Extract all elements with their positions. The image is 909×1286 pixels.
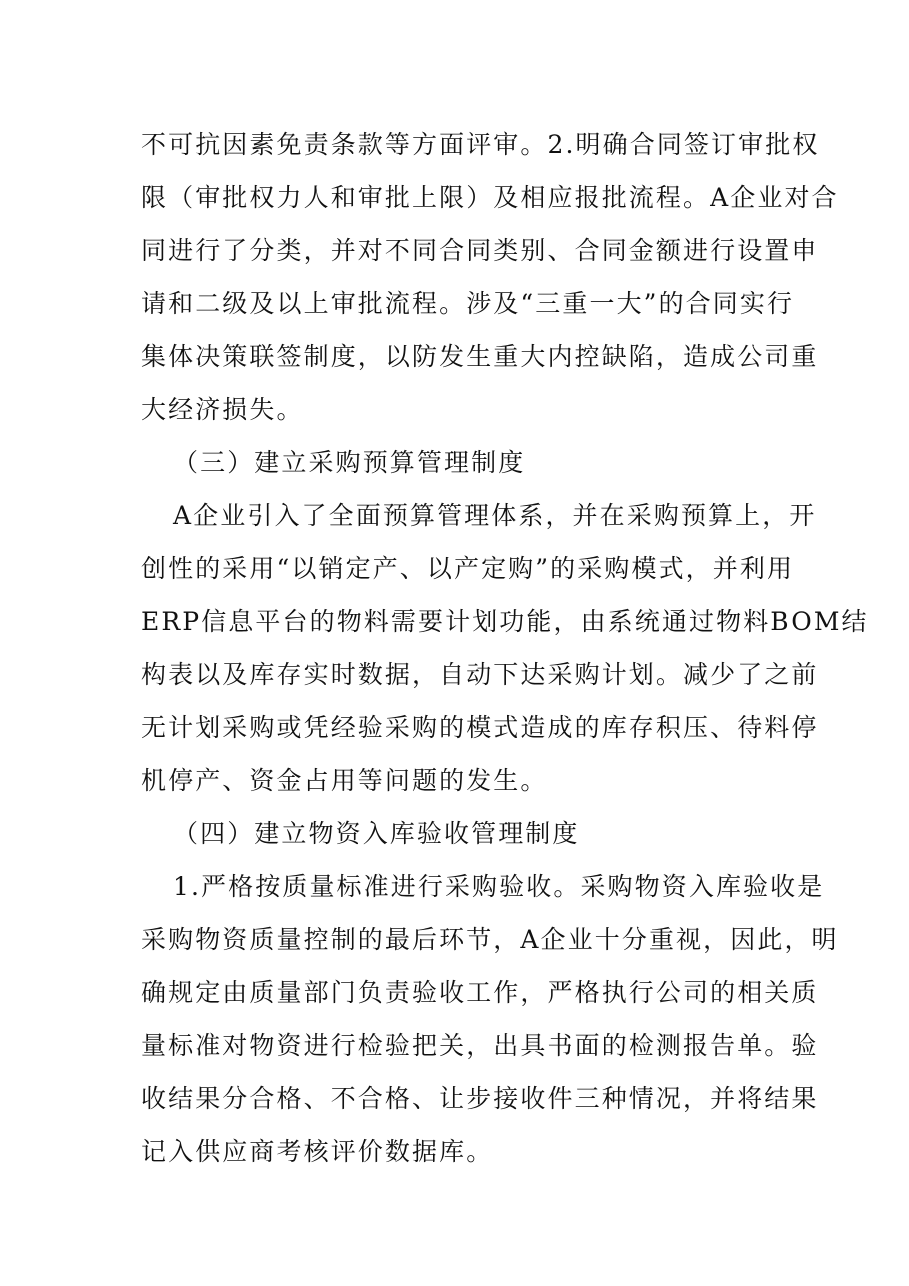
- text-line: 创性的采用“以销定产、以产定购”的采购模式，并利用: [141, 554, 795, 583]
- text-line: ERP信息平台的物料需要计划功能，由系统通过物料BOM结: [141, 607, 869, 636]
- text-line: 量标准对物资进行检验把关，出具书面的检测报告单。验: [141, 1031, 819, 1060]
- text-line: 构表以及库存实时数据，自动下达采购计划。减少了之前: [141, 660, 819, 689]
- text-line: 记入供应商考核评价数据库。: [141, 1137, 494, 1166]
- paragraph-start: 1.严格按质量标准进行采购验收。采购物资入库验收是: [173, 872, 825, 901]
- section-heading: （三）建立采购预算管理制度: [173, 448, 526, 477]
- text-line: 请和二级及以上审批流程。涉及“三重一大”的合同实行: [141, 289, 795, 318]
- text-line: 机停产、资金占用等问题的发生。: [141, 766, 548, 795]
- text-line: 确规定由质量部门负责验收工作，严格执行公司的相关质: [141, 978, 819, 1007]
- text-line: 采购物资质量控制的最后环节，A企业十分重视，因此，明: [141, 925, 839, 954]
- section-heading: （四）建立物资入库验收管理制度: [173, 819, 580, 848]
- text-line: 无计划采购或凭经验采购的模式造成的库存积压、待料停: [141, 713, 819, 742]
- text-line: 不可抗因素免责条款等方面评审。2.明确合同签订审批权: [141, 130, 820, 159]
- text-line: 大经济损失。: [141, 395, 304, 424]
- text-line: 同进行了分类，并对不同合同类别、合同金额进行设置申: [141, 236, 819, 265]
- body-text: [141, 124, 869, 1184]
- paragraph-start: A企业引入了全面预算管理体系，并在采购预算上，开: [173, 501, 817, 530]
- text-line: 集体决策联签制度，以防发生重大内控缺陷，造成公司重: [141, 342, 819, 371]
- text-line: 限（审批权力人和审批上限）及相应报批流程。A企业对合: [141, 183, 839, 212]
- text-line: 收结果分合格、不合格、让步接收件三种情况，并将结果: [141, 1084, 819, 1113]
